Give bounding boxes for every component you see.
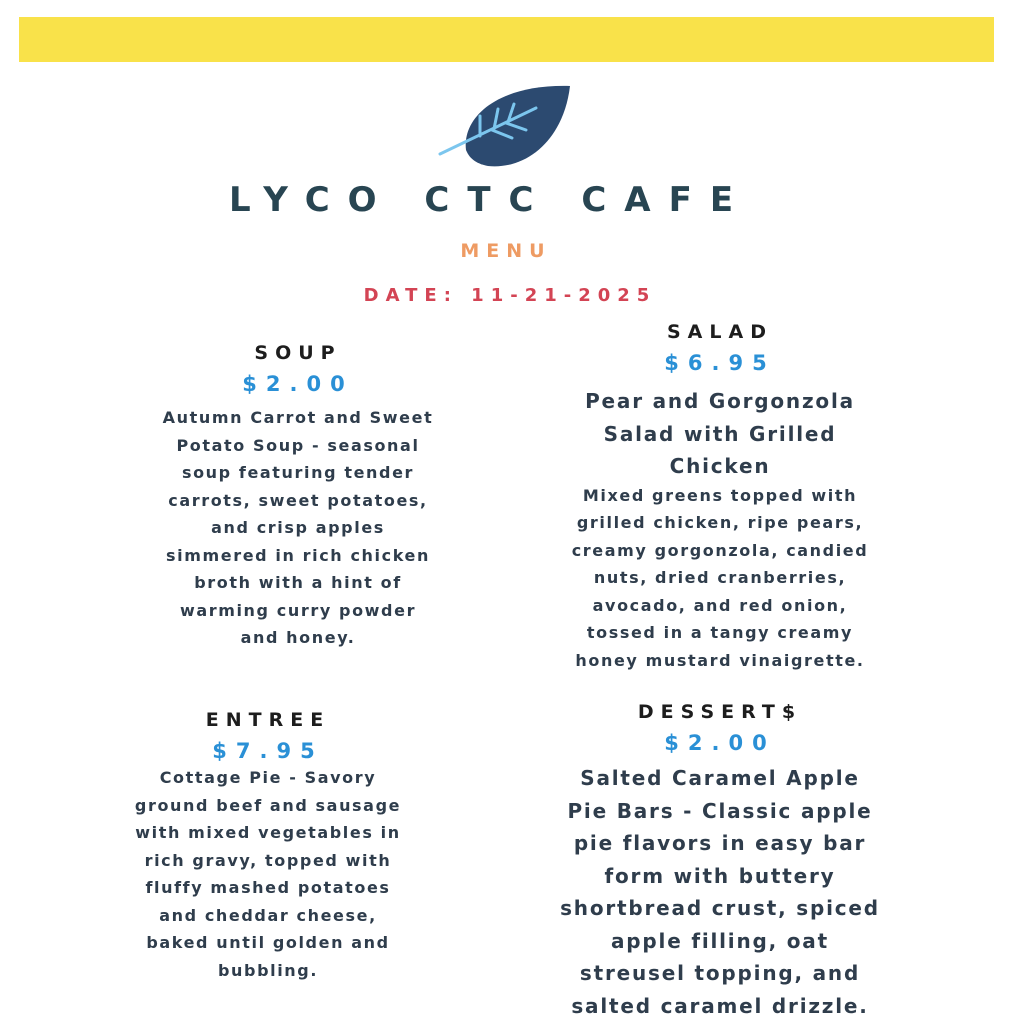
salad-section (525, 317, 915, 674)
soup-description: Autumn Carrot and Sweet Potato Soup - seasonal soup featuring tender carrots, sweet potatoes, and crisp apples simmered in rich chicken broth with a hint of warming curry powder and honey. (162, 408, 434, 647)
menu-subtitle: MENU (460, 240, 552, 262)
salad-title: SALAD (667, 321, 773, 343)
top-banner-bar (19, 17, 994, 62)
entree-price: $7.95 (212, 739, 324, 763)
desserts-title: DESSERT$ (637, 701, 803, 723)
desserts-description: Salted Caramel Apple Pie Bars - Classic apple pie flavors in easy bar form with buttery shortbread crust, spiced apple filling, oat streusel topping, and salted caramel drizzle. (560, 766, 880, 1018)
menu-date: DATE: 11-21-2025 (363, 285, 657, 306)
entree-title: ENTREE (205, 709, 331, 731)
soup-section (128, 338, 468, 652)
salad-price: $6.95 (664, 351, 776, 375)
entree-description: Cottage Pie - Savory ground beef and sausage with mixed vegetables in rich gravy, topped with fluffy mashed potatoes and cheddar cheese, baked until golden and bubbling. (134, 768, 402, 980)
salad-description: Mixed greens topped with grilled chicken, ripe pears, creamy gorgonzola, candied nuts, dried cranberries, avocado, and red onion, tossed in a tangy creamy honey mustard vinaigrette. (571, 485, 869, 670)
entree-section (98, 705, 438, 984)
leaf-icon (436, 80, 576, 180)
desserts-price: $2.00 (664, 731, 776, 755)
desserts-section (525, 697, 915, 1022)
soup-title: SOUP (254, 342, 342, 364)
cafe-title: LYCO CTC CAFE (228, 180, 752, 220)
salad-item-name: Pear and Gorgonzola Salad with Grilled Chicken (585, 389, 855, 478)
soup-price: $2.00 (242, 372, 354, 396)
